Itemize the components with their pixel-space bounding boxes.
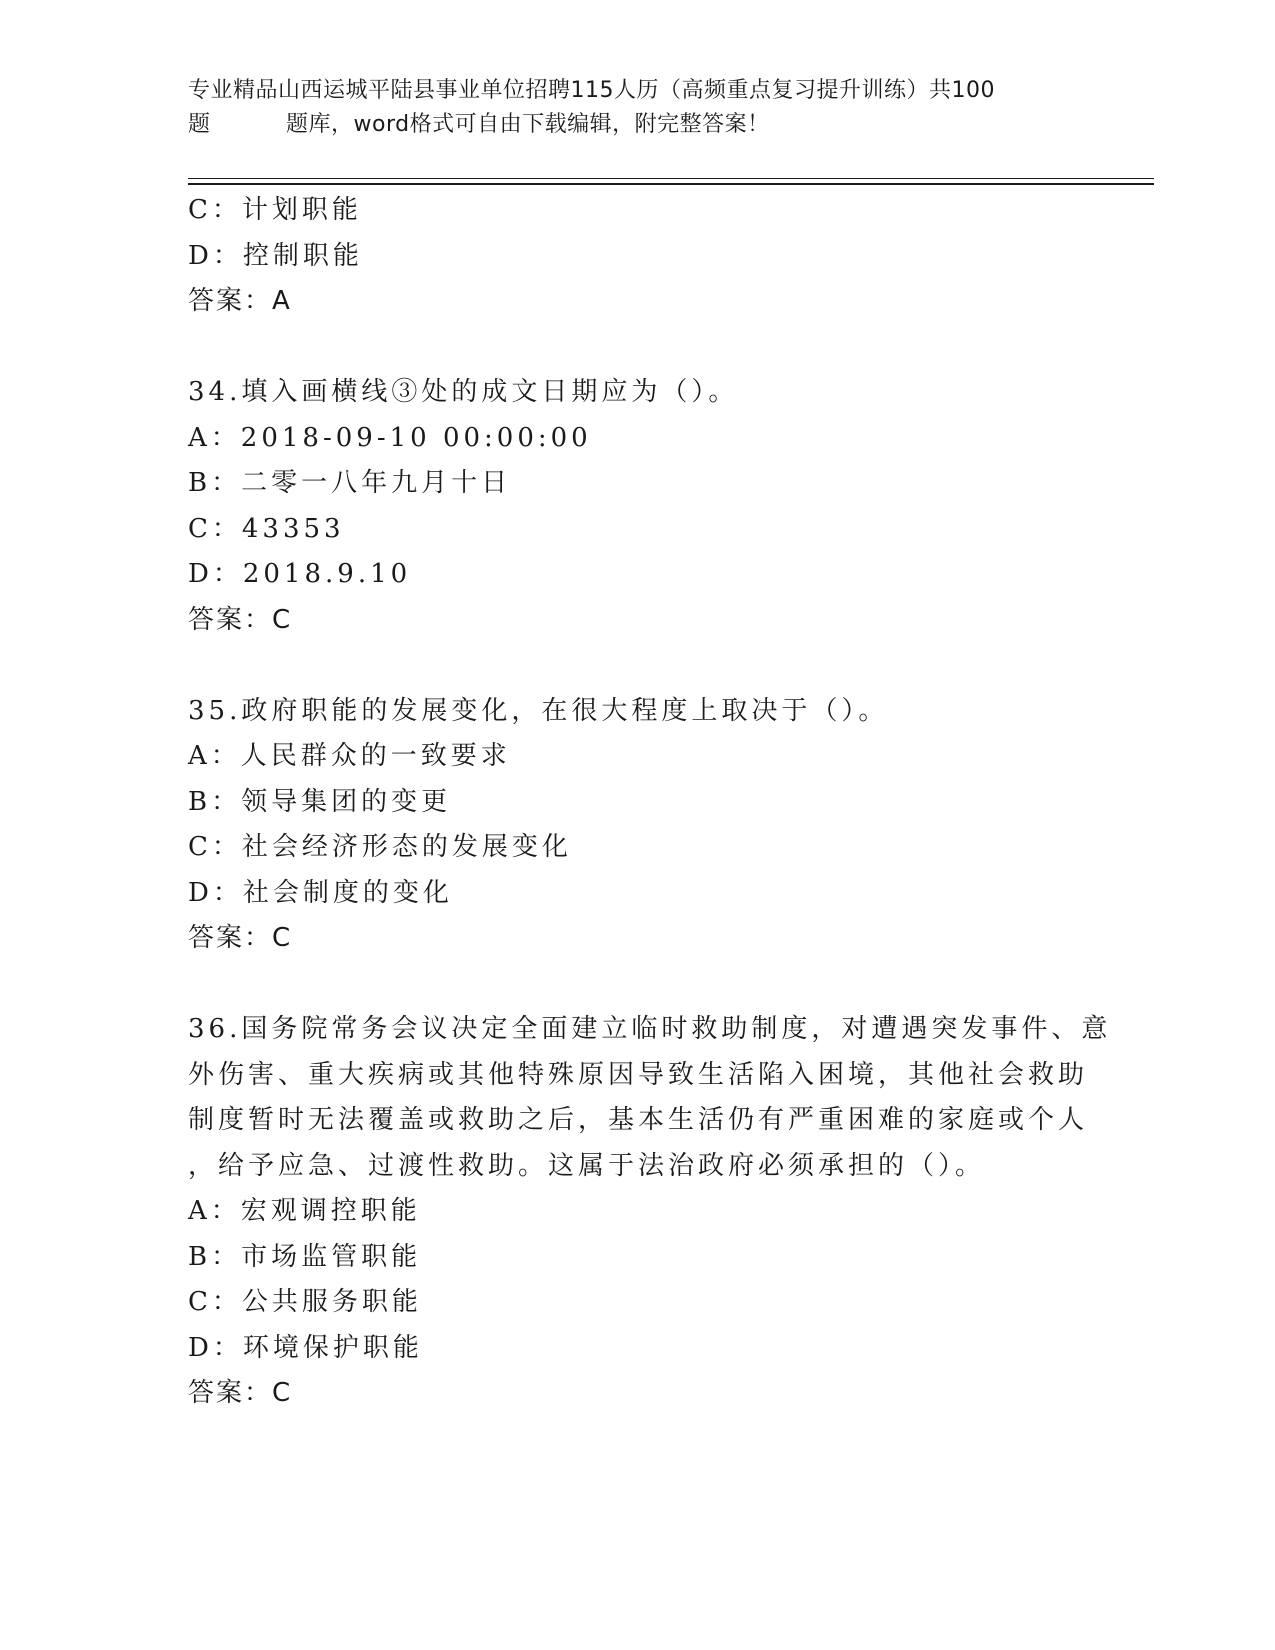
question-36 — [188, 1007, 1112, 1417]
question-35 — [188, 689, 1088, 962]
question-content — [188, 188, 1112, 1417]
document-header — [188, 74, 1088, 142]
option-c: C：计划职能 — [188, 195, 362, 225]
spacer — [188, 962, 1088, 1008]
option-b: B：市场监管职能 — [188, 1241, 422, 1272]
spacer — [188, 325, 1088, 371]
spacer — [188, 643, 1088, 689]
question-stem: 35.政府职能的发展变化，在很大程度上取决于（）。 — [188, 695, 889, 726]
option-d: D：2018.9.10 — [188, 559, 412, 589]
option-d: D：环境保护职能 — [188, 1332, 423, 1363]
header-rule-thin — [188, 178, 1154, 179]
option-d: D：控制职能 — [188, 240, 363, 271]
answer-line: 答案：C — [188, 604, 293, 635]
option-a: A：2018-09-10 00:00:00 — [188, 422, 592, 453]
header-line-2 — [188, 108, 1088, 142]
option-c: C：公共服务职能 — [188, 1287, 422, 1317]
header-line-1: 专业精品山西运城平陆县事业单位招聘115人历（高频重点复习提升训练）共100 — [188, 78, 995, 103]
question-stem-line-1: 36.国务院常务会议决定全面建立临时救助制度，对遭遇突发事件、意 — [188, 1014, 1112, 1044]
header-line-2-text: 题库，word格式可自由下载编辑，附完整答案！ — [286, 112, 770, 137]
header-line-2-lead: 题 — [188, 112, 211, 137]
option-c: C：43353 — [188, 513, 345, 544]
option-d: D：社会制度的变化 — [188, 877, 453, 908]
question-stem-line-2: 外伤害、重大疾病或其他特殊原因导致生活陷入困境，其他社会救助 — [188, 1059, 1089, 1090]
option-c: C：社会经济形态的发展变化 — [188, 832, 572, 862]
option-b: B：领导集团的变更 — [188, 786, 452, 817]
header-rule-thick — [188, 183, 1154, 185]
question-stem: 34.填入画横线③处的成文日期应为（）。 — [188, 377, 739, 407]
answer-line: 答案：C — [188, 923, 293, 953]
question-stem-line-4: ，给予应急、过渡性救助。这属于法治政府必须承担的（）。 — [188, 1150, 986, 1181]
answer-line: 答案：C — [188, 1378, 293, 1408]
option-b: B：二零一八年九月十日 — [188, 468, 512, 498]
question-34 — [188, 370, 1088, 643]
question-stem-line-3: 制度暂时无法覆盖或救助之后，基本生活仍有严重困难的家庭或个人 — [188, 1105, 1089, 1135]
option-a: A：人民群众的一致要求 — [188, 741, 511, 771]
prev-question-tail — [188, 188, 1088, 325]
option-a: A：宏观调控职能 — [188, 1196, 421, 1226]
answer-line: 答案：A — [188, 286, 292, 316]
